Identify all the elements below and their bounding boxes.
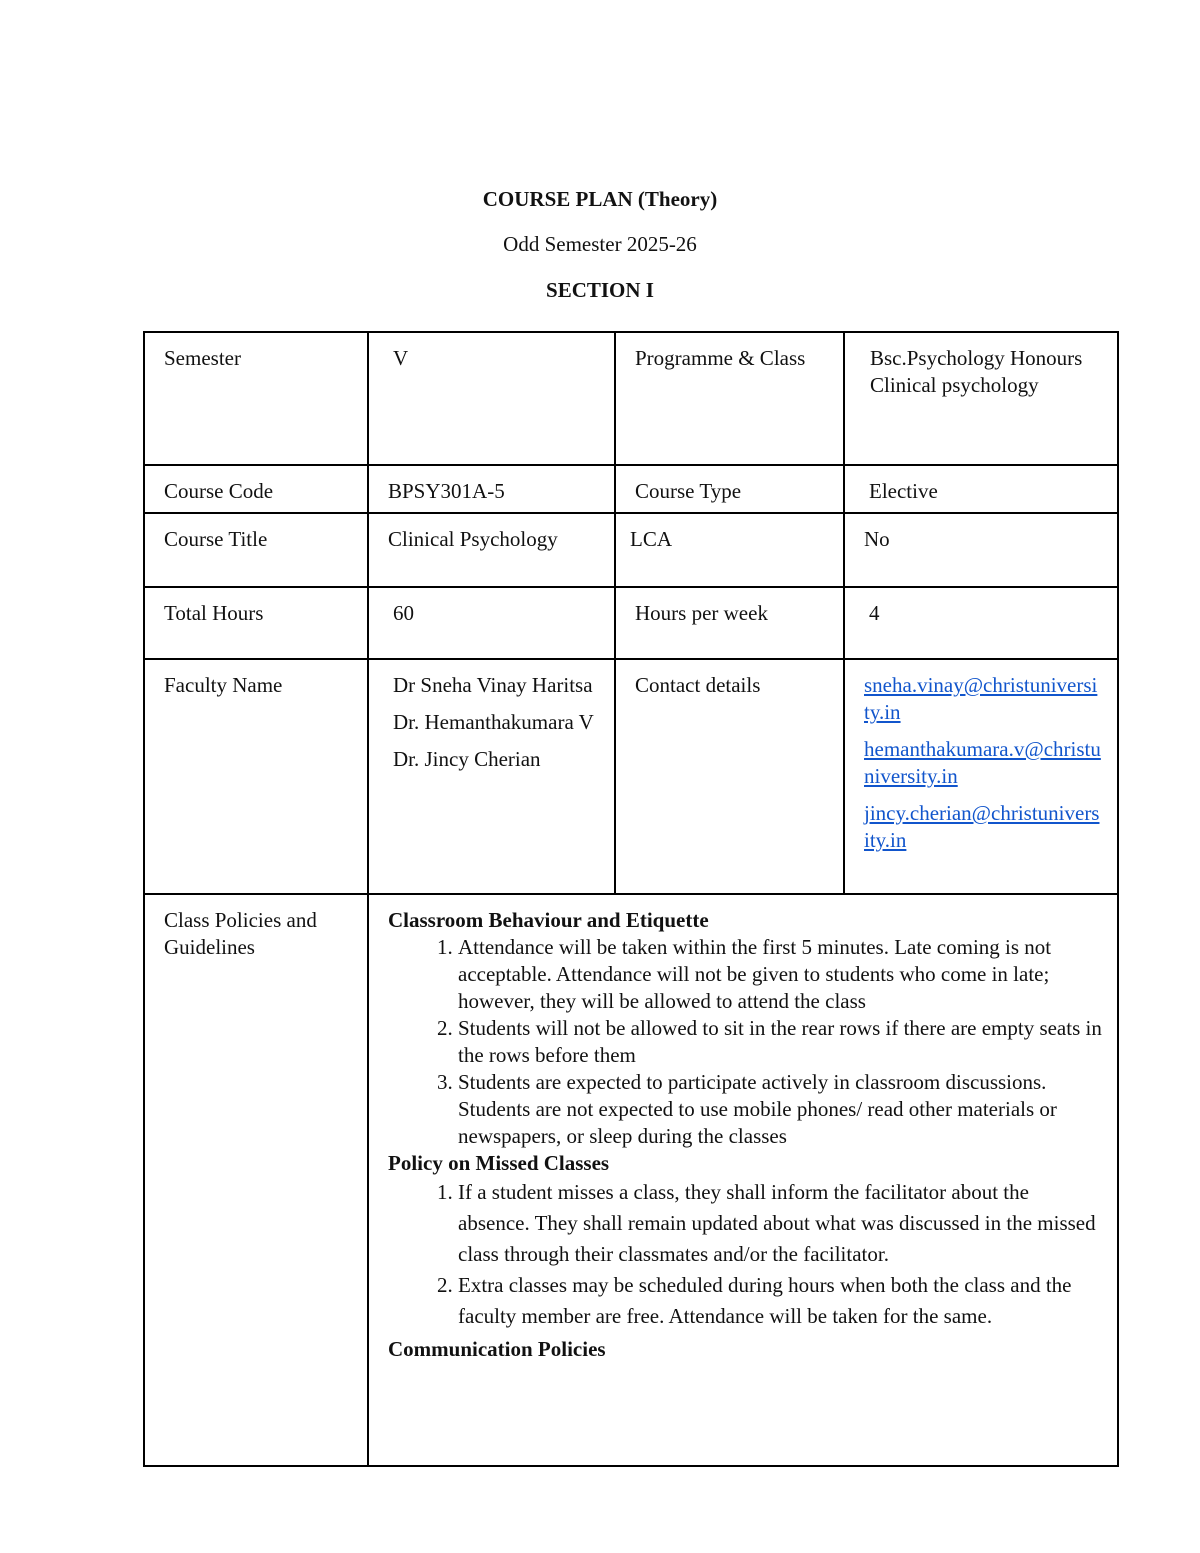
programme-name: Bsc.Psychology Honours (870, 346, 1083, 370)
document-title: COURSE PLAN (Theory) (482, 187, 718, 211)
faculty-name-label: Faculty Name (144, 659, 368, 894)
email-link[interactable]: jincy.cherian@christuniversity.in (864, 801, 1100, 852)
total-hours-label: Total Hours (144, 587, 368, 659)
contact-emails (844, 659, 1118, 894)
hours-per-week-value: 4 (844, 587, 1118, 659)
table-row (144, 513, 1118, 587)
communication-heading: Communication Policies (388, 1337, 606, 1361)
section-heading: SECTION I (546, 278, 654, 302)
course-plan-table (143, 331, 1119, 1467)
hours-per-week-label: Hours per week (615, 587, 844, 659)
programme-class: Clinical psychology (870, 373, 1039, 397)
list-item: 2. Extra classes may be scheduled during hours when both the class and the faculty member are free. Attendance will be taken for the same. (458, 1270, 1103, 1332)
missed-classes-heading: Policy on Missed Classes (388, 1151, 610, 1175)
faculty-name: Dr. Hemanthakumara V (393, 710, 594, 734)
behaviour-list (388, 934, 1103, 1150)
lca-label: LCA (615, 513, 844, 587)
faculty-name: Dr Sneha Vinay Haritsa (393, 673, 593, 697)
email-link[interactable]: sneha.vinay@christuniversity.in (864, 673, 1098, 724)
total-hours-value: 60 (368, 587, 615, 659)
behaviour-heading: Classroom Behaviour and Etiquette (388, 908, 709, 932)
table-row (144, 587, 1118, 659)
table-row (144, 659, 1118, 894)
course-title-value: Clinical Psychology (368, 513, 615, 587)
course-code-value: BPSY301A-5 (368, 465, 615, 513)
faculty-name: Dr. Jincy Cherian (393, 747, 541, 771)
contact-details-label: Contact details (615, 659, 844, 894)
course-title-label: Course Title (144, 513, 368, 587)
table-row (144, 465, 1118, 513)
class-policies-label: Class Policies and Guidelines (144, 894, 368, 1466)
table-row (144, 894, 1118, 1466)
faculty-names (368, 659, 615, 894)
email-link[interactable]: hemanthakumara.v@christuniversity.in (864, 737, 1101, 788)
course-code-label: Course Code (144, 465, 368, 513)
semester-line: Odd Semester 2025-26 (503, 232, 697, 256)
list-item: 1. If a student misses a class, they shall inform the facilitator about the absence. They shall remain updated about what was discussed in the missed class through their classmates and/or the facilitator. (458, 1177, 1103, 1270)
lca-value: No (844, 513, 1118, 587)
list-item: 1. Attendance will be taken within the first 5 minutes. Late coming is not acceptable. Attendance will not be given to students who come in late; however, they will be allowed to attend the class (458, 934, 1103, 1015)
missed-classes-list (388, 1177, 1103, 1332)
list-item: 3. Students are expected to participate actively in classroom discussions. Students are not expected to use mobile phones/ read other materials or newspapers, or sleep during the classes (458, 1069, 1103, 1150)
table-row (144, 332, 1118, 465)
programme-label: Programme & Class (615, 332, 844, 465)
class-policies-content (368, 894, 1118, 1466)
list-item: 2. Students will not be allowed to sit in the rear rows if there are empty seats in the rows before them (458, 1015, 1103, 1069)
semester-value: V (368, 332, 615, 465)
semester-label: Semester (144, 332, 368, 465)
course-type-value: Elective (844, 465, 1118, 513)
programme-value (844, 332, 1118, 465)
course-type-label: Course Type (615, 465, 844, 513)
